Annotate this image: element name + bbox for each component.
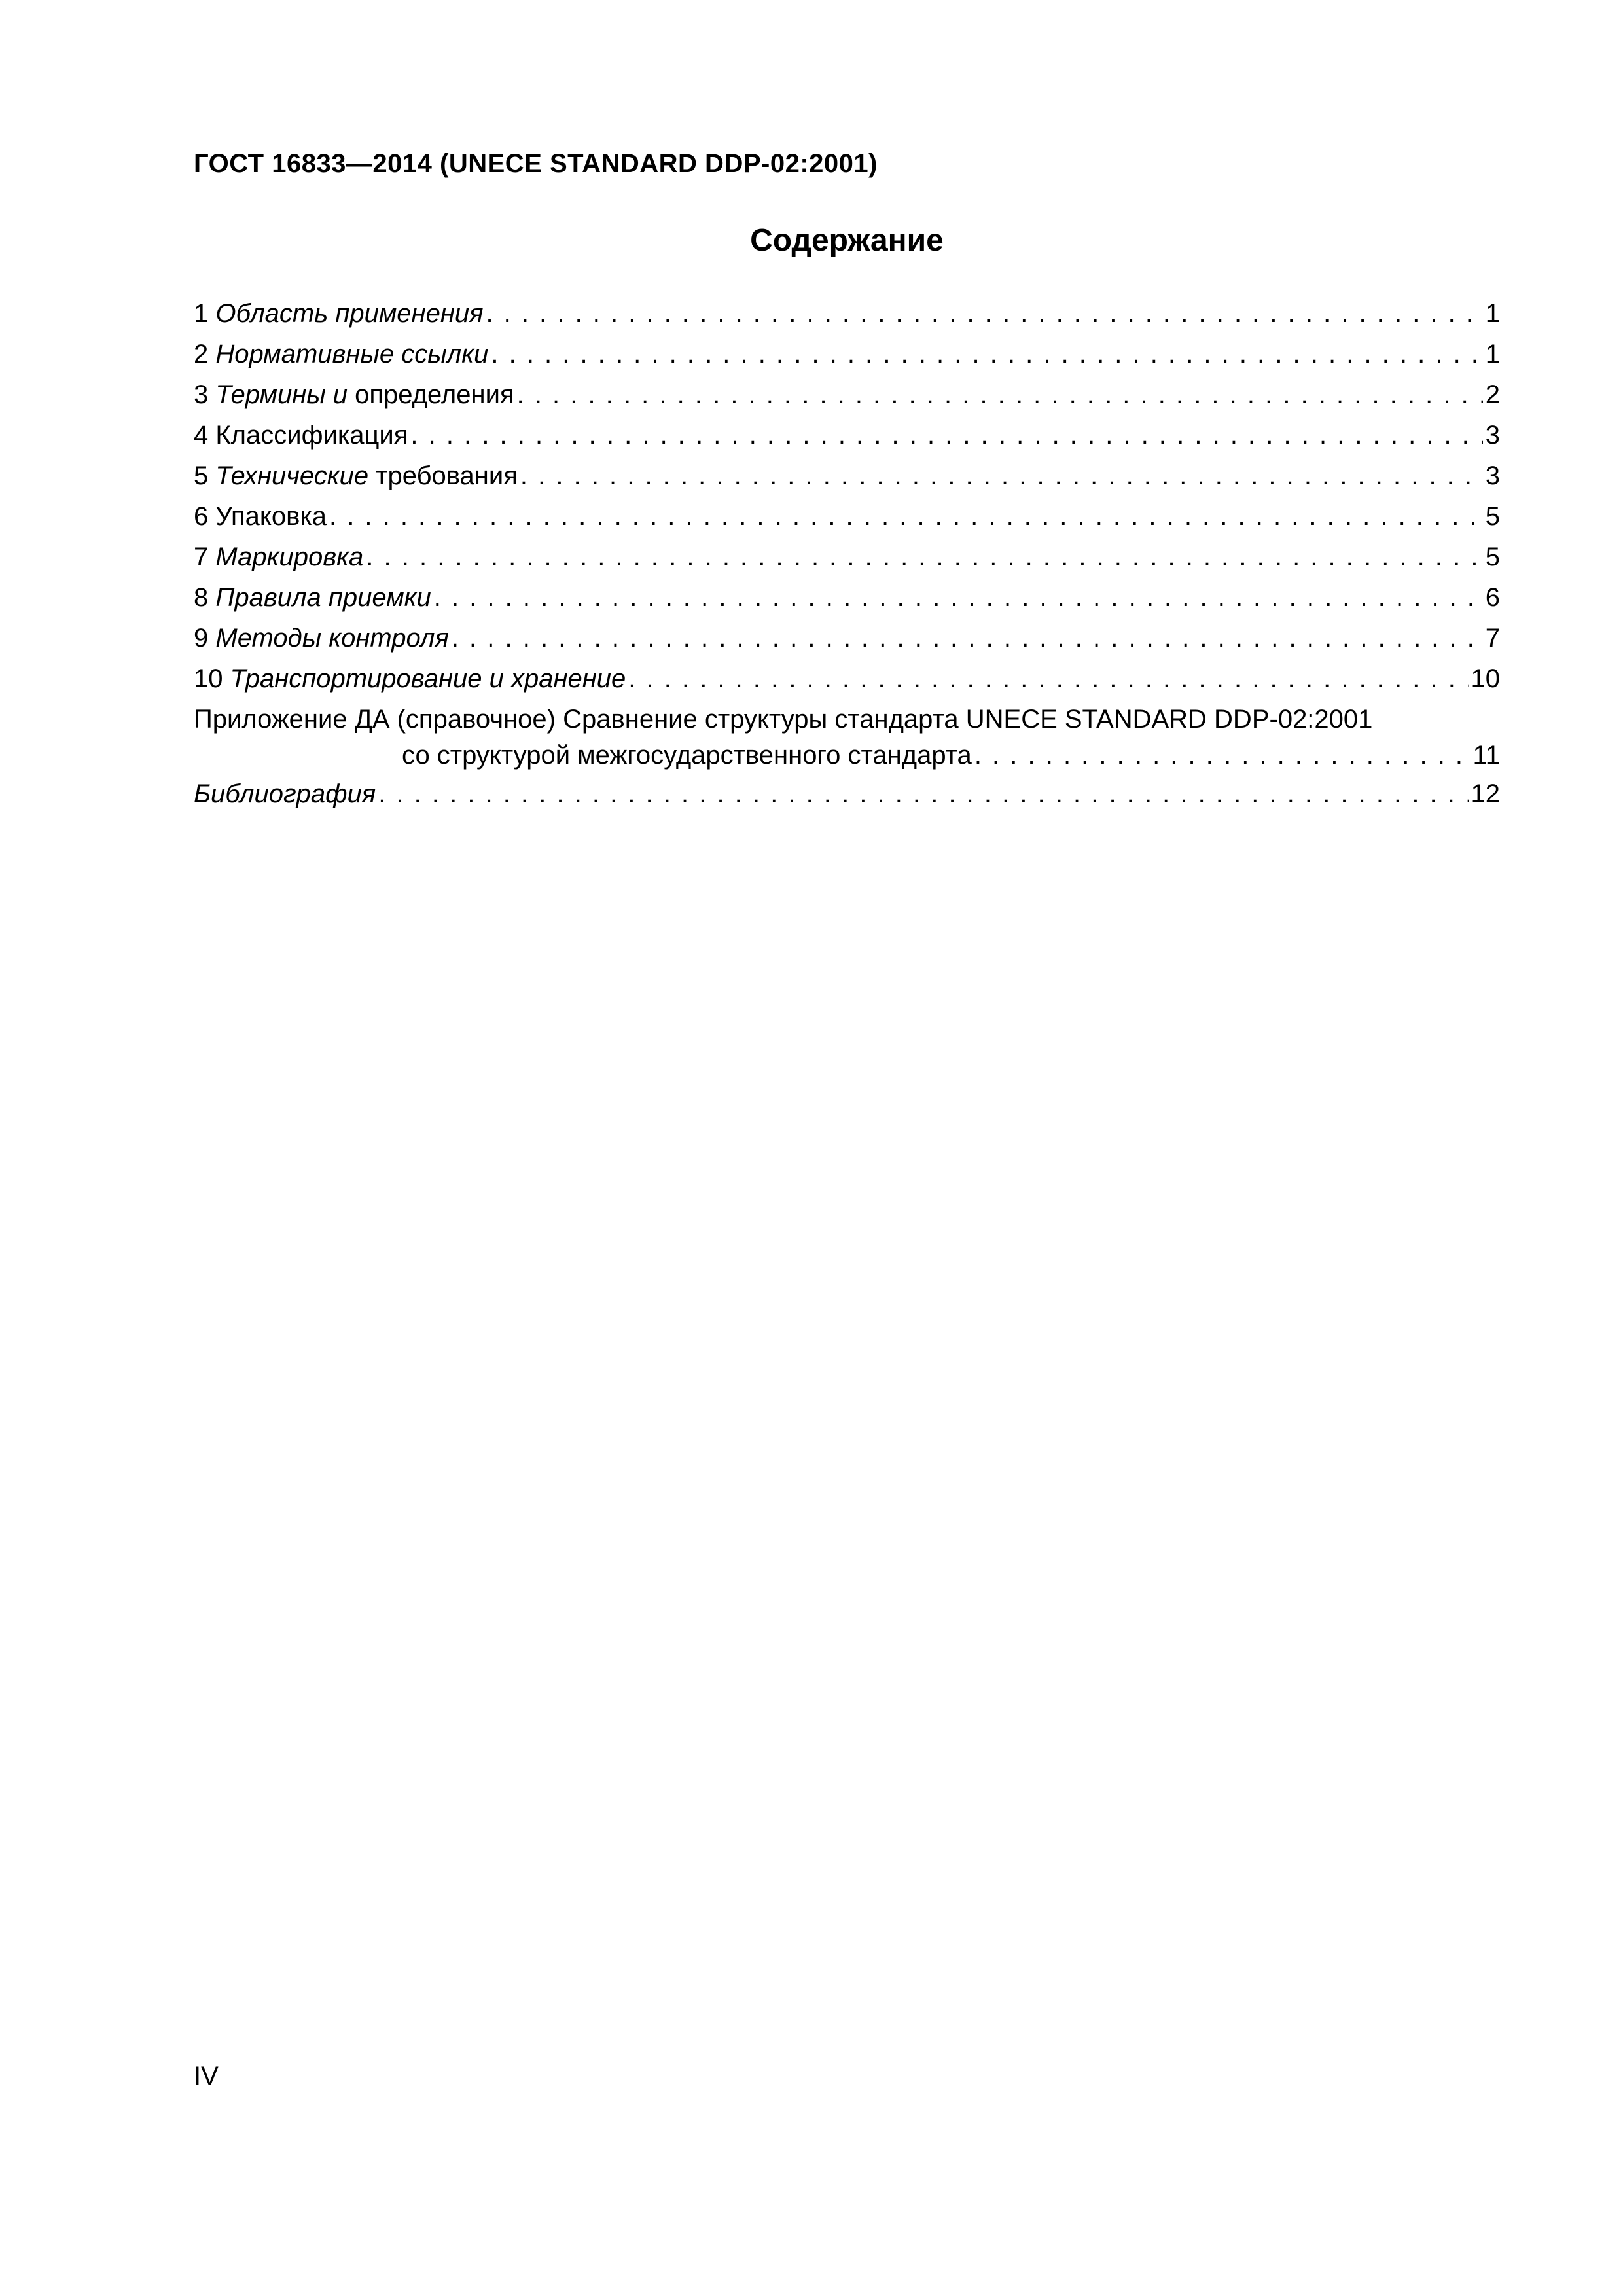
toc-entry-page: 5 bbox=[1485, 543, 1500, 571]
toc-entry-page: 2 bbox=[1485, 380, 1500, 409]
toc-entry-8[interactable] bbox=[194, 577, 1500, 618]
annex-title-line1: Приложение ДА (справочное) Сравнение структуры стандарта UNECE STANDARD DDP-02:2001 bbox=[194, 705, 1373, 734]
toc-entry-title-italic: Область применения bbox=[215, 299, 484, 328]
page-title: Содержание bbox=[750, 223, 944, 258]
table-of-contents bbox=[194, 293, 1500, 814]
toc-entry-title-italic: Нормативные ссылки bbox=[215, 340, 489, 368]
toc-entry-number: 7 bbox=[194, 543, 209, 571]
toc-entry-2[interactable] bbox=[194, 334, 1500, 374]
dot-leader bbox=[434, 577, 1483, 618]
toc-entry-page: 1 bbox=[1485, 299, 1500, 328]
document-header: ГОСТ 16833—2014 (UNECE STANDARD DDP-02:2001) bbox=[194, 149, 878, 178]
dot-leader bbox=[486, 293, 1482, 334]
dot-leader bbox=[378, 774, 1468, 814]
toc-entry-number: 4 bbox=[194, 421, 209, 450]
toc-entry-page: 10 bbox=[1471, 664, 1500, 693]
toc-entry-title-italic: Маркировка bbox=[215, 543, 364, 571]
toc-entry-number: 9 bbox=[194, 624, 209, 653]
toc-entry-9[interactable] bbox=[194, 618, 1500, 658]
dot-leader bbox=[452, 618, 1483, 658]
toc-entry-1[interactable] bbox=[194, 293, 1500, 334]
toc-entry-number: 5 bbox=[194, 461, 209, 490]
toc-entry-number: 10 bbox=[194, 664, 223, 693]
toc-entry-number: 8 bbox=[194, 583, 209, 612]
dot-leader bbox=[329, 496, 1483, 537]
toc-entry-bibliography[interactable] bbox=[194, 774, 1500, 814]
toc-entry-page: 5 bbox=[1485, 502, 1500, 531]
dot-leader bbox=[520, 456, 1483, 496]
toc-entry-number: 2 bbox=[194, 340, 209, 368]
toc-entry-title-italic: Библиография bbox=[194, 780, 376, 808]
toc-entry-page: 3 bbox=[1485, 421, 1500, 450]
toc-entry-title-italic: Методы контроля bbox=[215, 624, 449, 653]
toc-entry-title-italic: Технические bbox=[215, 461, 369, 490]
dot-leader bbox=[491, 334, 1482, 374]
toc-entry-5[interactable] bbox=[194, 456, 1500, 496]
toc-entry-6[interactable] bbox=[194, 496, 1500, 537]
toc-entry-7[interactable] bbox=[194, 537, 1500, 577]
toc-entry-number: 3 bbox=[194, 380, 209, 409]
toc-entry-4[interactable] bbox=[194, 415, 1500, 456]
page-number: IV bbox=[194, 2062, 219, 2090]
toc-entry-title-italic: Правила приемки bbox=[215, 583, 431, 612]
toc-entry-number: 1 bbox=[194, 299, 209, 328]
toc-entry-title-plain: определения bbox=[355, 380, 514, 409]
toc-entry-10[interactable] bbox=[194, 658, 1500, 699]
toc-entry-number: 6 bbox=[194, 502, 209, 531]
toc-entry-title-plain: Упаковка bbox=[215, 502, 327, 531]
dot-leader bbox=[974, 737, 1471, 774]
toc-entry-title-plain: Классификация bbox=[215, 421, 408, 450]
toc-entry-3[interactable] bbox=[194, 374, 1500, 415]
toc-entry-page: 6 bbox=[1485, 583, 1500, 612]
dot-leader bbox=[517, 374, 1483, 415]
dot-leader bbox=[410, 415, 1482, 456]
toc-entry-title-plain: требования bbox=[376, 461, 518, 490]
toc-entry-page: 7 bbox=[1485, 624, 1500, 653]
dot-leader bbox=[366, 537, 1482, 577]
toc-entry-title-italic: Транспортирование и хранение bbox=[230, 664, 626, 693]
toc-entry-page: 1 bbox=[1485, 340, 1500, 368]
annex-title-line2: со структурой межгосударственного стандарта bbox=[402, 741, 972, 770]
toc-entry-page: 12 bbox=[1471, 780, 1500, 808]
dot-leader bbox=[628, 658, 1468, 699]
toc-entry-annex[interactable] bbox=[194, 699, 1500, 774]
toc-entry-page: 11 bbox=[1472, 741, 1500, 770]
toc-entry-title-italic: Термины и bbox=[215, 380, 348, 409]
toc-entry-page: 3 bbox=[1485, 461, 1500, 490]
